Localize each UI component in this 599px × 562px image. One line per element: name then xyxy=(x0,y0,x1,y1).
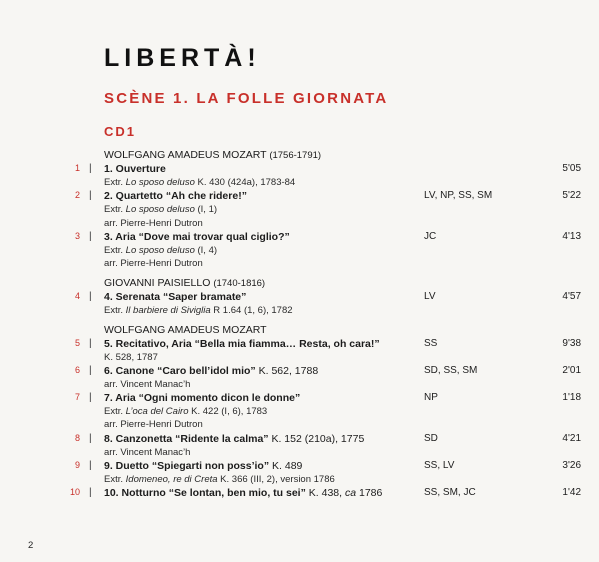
track-number: 10 xyxy=(69,487,80,497)
detail-pre: arr. Pierre-Henri Dutron xyxy=(104,218,203,229)
track-duration: 1'18 xyxy=(562,392,581,403)
composer-dates: (1740-1816) xyxy=(213,278,266,289)
detail-post: K. 430 (424a), 1783-84 xyxy=(194,177,296,188)
track-separator: | xyxy=(89,392,92,403)
detail-work: Lo sposo deluso xyxy=(125,177,195,188)
detail-pre: Extr. xyxy=(104,245,126,256)
track-duration: 9'38 xyxy=(562,338,581,349)
track-title xyxy=(104,365,318,377)
track-singers: LV xyxy=(424,291,436,302)
track-duration: 4'13 xyxy=(562,231,581,242)
detail-work: Lo sposo deluso xyxy=(125,204,195,215)
track-title-bold: 6. Canone “Caro bell’idol mio” xyxy=(104,365,256,377)
track-singers: SD, SS, SM xyxy=(424,365,478,376)
track-detail xyxy=(104,177,295,188)
detail-work: L’oca del Cairo xyxy=(125,406,189,417)
track-number: 9 xyxy=(74,460,80,470)
track-separator: | xyxy=(89,190,92,201)
track-separator: | xyxy=(89,291,92,302)
track-number: 6 xyxy=(74,365,80,375)
detail-pre: Extr. xyxy=(104,406,126,417)
track-singers: SD xyxy=(424,433,438,444)
detail-work: Lo sposo deluso xyxy=(125,245,195,256)
scene-heading: SCÈNE 1. LA FOLLE GIORNATA xyxy=(104,90,389,107)
cd-heading: CD1 xyxy=(104,124,137,139)
track-title-bold: 2. Quartetto “Ah che ridere!” xyxy=(104,190,247,202)
track-title xyxy=(104,487,382,499)
track-title xyxy=(104,190,247,202)
track-row xyxy=(0,487,599,501)
detail-post: R 1.64 (1, 6), 1782 xyxy=(210,305,293,316)
track-detail xyxy=(104,305,293,316)
track-title-bold: 8. Canzonetta “Ridente la calma” xyxy=(104,433,269,445)
composer-dates: (1756-1791) xyxy=(269,150,322,161)
track-catalog: K. 152 (210a), 1775 xyxy=(268,433,365,445)
track-circa: ca xyxy=(344,487,357,499)
track-duration: 4'21 xyxy=(562,433,581,444)
composer-heading xyxy=(104,277,265,289)
track-singers: SS, LV xyxy=(424,460,455,471)
detail-pre: arr. Vincent Manac’h xyxy=(104,447,191,458)
composer-heading xyxy=(104,149,321,161)
track-duration: 4'57 xyxy=(562,291,581,302)
track-row xyxy=(0,392,599,406)
track-arranger xyxy=(104,379,190,390)
track-row xyxy=(0,338,599,352)
track-arranger xyxy=(104,447,190,458)
track-detail xyxy=(104,204,217,215)
track-number: 3 xyxy=(74,231,80,241)
detail-post: K. 422 (I, 6), 1783 xyxy=(188,406,268,417)
composer-heading xyxy=(104,324,267,336)
track-number: 2 xyxy=(74,190,80,200)
track-title-bold: 10. Notturno “Se lontan, ben mio, tu sei” xyxy=(104,487,306,499)
track-singers: SS xyxy=(424,338,438,349)
detail-pre: Extr. xyxy=(104,177,126,188)
track-title xyxy=(104,163,166,175)
track-arranger xyxy=(104,218,203,229)
track-separator: | xyxy=(89,460,92,471)
page-number: 2 xyxy=(28,540,34,551)
detail-work: Il barbiere di Siviglia xyxy=(125,305,211,316)
detail-work: Idomeneo, re di Creta xyxy=(125,474,218,485)
detail-pre: arr. Pierre-Henri Dutron xyxy=(104,258,203,269)
track-singers: LV, NP, SS, SM xyxy=(424,190,493,201)
track-number: 4 xyxy=(74,291,80,301)
track-separator: | xyxy=(89,433,92,444)
track-row xyxy=(0,163,599,177)
detail-pre: arr. Vincent Manac’h xyxy=(104,379,191,390)
track-row xyxy=(0,231,599,245)
track-number: 5 xyxy=(74,338,80,348)
track-arranger xyxy=(104,419,203,430)
page-title: LIBERTÀ! xyxy=(104,44,261,72)
track-arranger xyxy=(104,258,203,269)
track-duration: 1'42 xyxy=(562,487,581,498)
composer-name: WOLFGANG AMADEUS MOZART xyxy=(104,149,267,161)
detail-post: (I, 1) xyxy=(194,204,218,215)
detail-pre: arr. Pierre-Henri Dutron xyxy=(104,419,203,430)
track-duration: 5'22 xyxy=(562,190,581,201)
track-title-bold: 1. Ouverture xyxy=(104,163,166,175)
track-title-bold: 3. Aria “Dove mai trovar qual ciglio?” xyxy=(104,231,290,243)
track-number: 1 xyxy=(74,163,80,173)
track-duration: 3'26 xyxy=(562,460,581,471)
track-title xyxy=(104,338,380,350)
track-detail xyxy=(104,352,158,363)
track-separator: | xyxy=(89,487,92,498)
track-singers: SS, SM, JC xyxy=(424,487,476,498)
track-row xyxy=(0,460,599,474)
track-number: 7 xyxy=(74,392,80,402)
track-singers: NP xyxy=(424,392,438,403)
composer-name: WOLFGANG AMADEUS MOZART xyxy=(104,324,267,336)
track-year: 1786 xyxy=(356,487,383,499)
track-duration: 2'01 xyxy=(562,365,581,376)
track-row xyxy=(0,365,599,379)
track-title xyxy=(104,392,300,404)
detail-pre: K. 528, 1787 xyxy=(104,352,158,363)
track-title-bold: 5. Recitativo, Aria “Bella mia fiamma… Resta, oh cara!” xyxy=(104,338,380,350)
track-separator: | xyxy=(89,365,92,376)
track-row xyxy=(0,190,599,204)
track-detail xyxy=(104,245,217,256)
composer-name: GIOVANNI PAISIELLO xyxy=(104,277,211,289)
track-row xyxy=(0,433,599,447)
track-catalog: K. 438, xyxy=(305,487,345,499)
track-title xyxy=(104,291,246,303)
track-title xyxy=(104,231,290,243)
track-row xyxy=(0,291,599,305)
track-separator: | xyxy=(89,163,92,174)
detail-pre: Extr. xyxy=(104,305,126,316)
track-separator: | xyxy=(89,338,92,349)
detail-post: (I, 4) xyxy=(194,245,218,256)
track-number: 8 xyxy=(74,433,80,443)
detail-pre: Extr. xyxy=(104,204,126,215)
detail-post: K. 366 (III, 2), version 1786 xyxy=(217,474,335,485)
track-title-bold: 7. Aria “Ogni momento dicon le donne” xyxy=(104,392,301,404)
track-title xyxy=(104,433,364,445)
track-duration: 5'05 xyxy=(562,163,581,174)
track-singers: JC xyxy=(424,231,437,242)
track-detail xyxy=(104,474,335,485)
track-catalog: K. 489 xyxy=(269,460,303,472)
track-detail xyxy=(104,406,267,417)
track-title-bold: 4. Serenata “Saper bramate” xyxy=(104,291,247,303)
track-catalog: K. 562, 1788 xyxy=(255,365,319,377)
track-separator: | xyxy=(89,231,92,242)
track-title xyxy=(104,460,302,472)
track-title-bold: 9. Duetto “Spiegarti non poss’io” xyxy=(104,460,270,472)
detail-pre: Extr. xyxy=(104,474,126,485)
